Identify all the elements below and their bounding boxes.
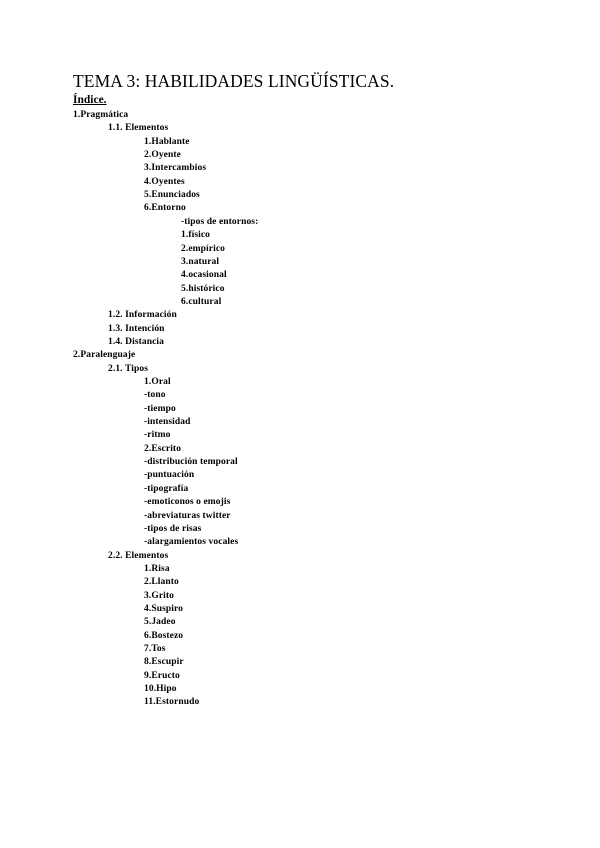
- toc-item: 9.Eructo: [144, 670, 180, 681]
- toc-item: -alargamientos vocales: [144, 537, 239, 548]
- toc-item: 7.Tos: [144, 644, 166, 654]
- toc-item: 2.empírico: [181, 243, 226, 254]
- toc-item: 5.Enunciados: [144, 190, 200, 201]
- toc-item: 5.histórico: [181, 283, 225, 294]
- toc-item: 3.natural: [181, 256, 220, 267]
- toc-item: 1.4. Distancia: [108, 336, 165, 347]
- toc-item: 4.Suspiro: [144, 604, 184, 614]
- toc-item: 4.Oyentes: [144, 176, 185, 187]
- index-heading: Índice.: [73, 94, 107, 106]
- toc-item: -tipos de risas: [144, 523, 202, 534]
- toc-item: -tipos de entornos:: [181, 216, 259, 227]
- toc-item: 2.1. Tipos: [108, 363, 148, 374]
- toc-item: 1.3. Intención: [108, 323, 165, 334]
- toc-item: -intensidad: [144, 417, 191, 428]
- toc-item: -emoticonos o emojis: [144, 497, 231, 508]
- toc-item: 11.Estornudo: [144, 697, 200, 708]
- toc-item: 1.1. Elementos: [108, 123, 169, 134]
- toc-item: 2.Escrito: [144, 443, 182, 454]
- toc-item: 2.Oyente: [144, 150, 181, 161]
- toc-item: 3.Grito: [144, 590, 174, 601]
- toc-item: -abreviaturas twitter: [144, 510, 231, 521]
- toc-item: 6.Bostezo: [144, 630, 184, 641]
- toc-item: 1.Oral: [144, 377, 171, 387]
- toc-item: -tipografía: [144, 483, 189, 494]
- toc-item: 10.Hipo: [144, 684, 177, 694]
- toc-item: 8.Escupir: [144, 657, 184, 668]
- toc-item: 1.Pragmática: [73, 110, 129, 120]
- toc-item: 1.Hablante: [144, 136, 190, 147]
- toc-item: -tono: [144, 390, 166, 401]
- document-title: TEMA 3: HABILIDADES LINGÜÍSTICAS.: [73, 71, 395, 91]
- toc-item: 1.Risa: [144, 563, 170, 574]
- toc-item: 1.2. Información: [108, 310, 177, 321]
- toc-item: 3.Intercambios: [144, 163, 207, 174]
- toc-item: -ritmo: [144, 430, 171, 441]
- toc-item: 4.ocasional: [181, 270, 227, 281]
- toc-item: 1.físico: [181, 230, 211, 241]
- toc-item: 6.cultural: [181, 296, 222, 307]
- toc-item: -tiempo: [144, 403, 176, 414]
- toc-item: 5.Jadeo: [144, 617, 176, 628]
- toc-item: -puntuación: [144, 470, 195, 481]
- toc-item: 2.2. Elementos: [108, 550, 169, 561]
- toc-item: 6.Entorno: [144, 203, 186, 214]
- toc-item: 2.Paralenguaje: [73, 350, 136, 361]
- toc-item: 2.Llanto: [144, 577, 179, 588]
- toc-item: -distribución temporal: [144, 457, 238, 468]
